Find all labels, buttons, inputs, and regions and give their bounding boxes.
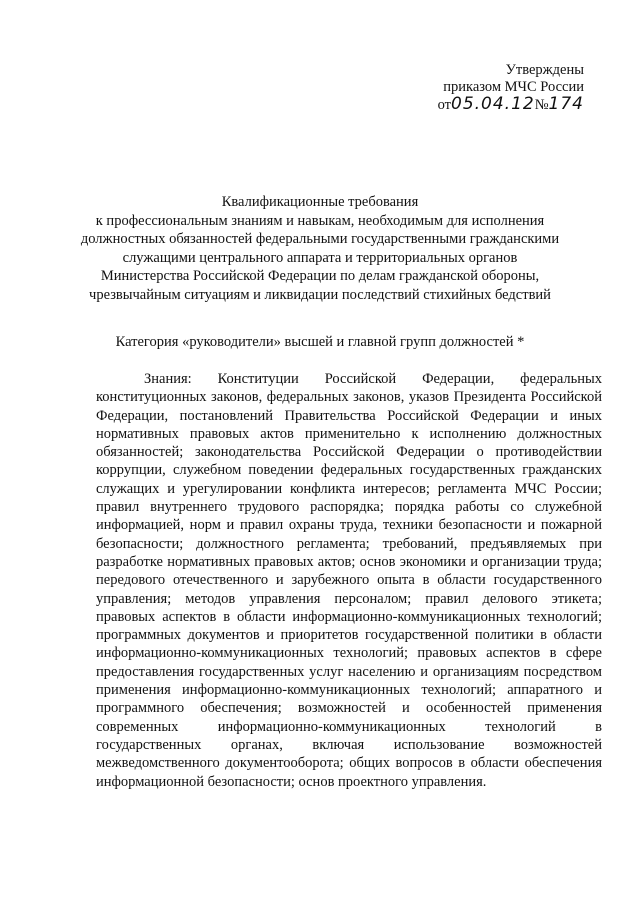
category-heading: Категория «руководители» высшей и главной групп должностей * bbox=[115, 334, 525, 350]
approval-date: 05.04.12 bbox=[451, 94, 535, 114]
knowledge-paragraph: Знания: Конституции Российской Федерации, федеральных конституционных законов, федеральных законов, указов Президента Российской Федерации, постановлений Правительства Российской Федерации и иных нормативных правовых актов применительно к исполнению должностных обязанностей; законодательства Российской Федерации о противодействии коррупции, служебном поведении федеральных государственных гражданских служащих и урегулировании конфликта интересов; регламента МЧС России; правил внутреннего трудового распорядка; порядка работы со служебной информацией, норм и правил охраны труда, техники безопасности и пожарной безопасности; должностного регламента; требований, предъявляемых при разработке нормативных правовых актов; основ экономики и организации труда; передового отечественного и зарубежного опыта в области государственного управления; методов управления персоналом; правил делового этикета; правовых аспектов в области информационно-коммуникационных технологий; программных документов и приоритетов государственной политики в области информационно-коммуникационных технологий; правовых аспектов в сфере предоставления государственных услуг населению и организациям посредством применения информационно-коммуникационных технологий; аппаратного и программного обеспечения; возможностей и особенностей применения современных информационно-коммуникационных технологий в государственных органах, включая использование возможностей межведомственного документооборота; общих вопросов в области обеспечения информационной безопасности; основ проектного управления. bbox=[96, 371, 602, 790]
title-line: к профессиональным знаниям и навыкам, необходимым для исполнения bbox=[95, 212, 545, 229]
approval-number: 174 bbox=[548, 94, 584, 114]
approval-line-2: приказом МЧС России bbox=[443, 79, 584, 95]
title-line: Министерства Российской Федерации по делам гражданской обороны, bbox=[100, 268, 540, 285]
title-line: Квалификационные требования bbox=[221, 194, 419, 210]
approval-stamp bbox=[438, 62, 584, 114]
approval-line-3 bbox=[438, 96, 584, 114]
title-line: должностных обязанностей федеральными государственными гражданскими bbox=[80, 231, 560, 248]
title-line: служащими центрального аппарата и территориальных органов bbox=[122, 249, 518, 266]
approval-number-label: № bbox=[534, 97, 549, 113]
approval-line-1: Утверждены bbox=[505, 62, 584, 78]
approval-from-label: от bbox=[437, 97, 451, 113]
title-line: чрезвычайным ситуациям и ликвидации последствий стихийных бедствий bbox=[89, 286, 551, 303]
document-title bbox=[40, 193, 600, 305]
